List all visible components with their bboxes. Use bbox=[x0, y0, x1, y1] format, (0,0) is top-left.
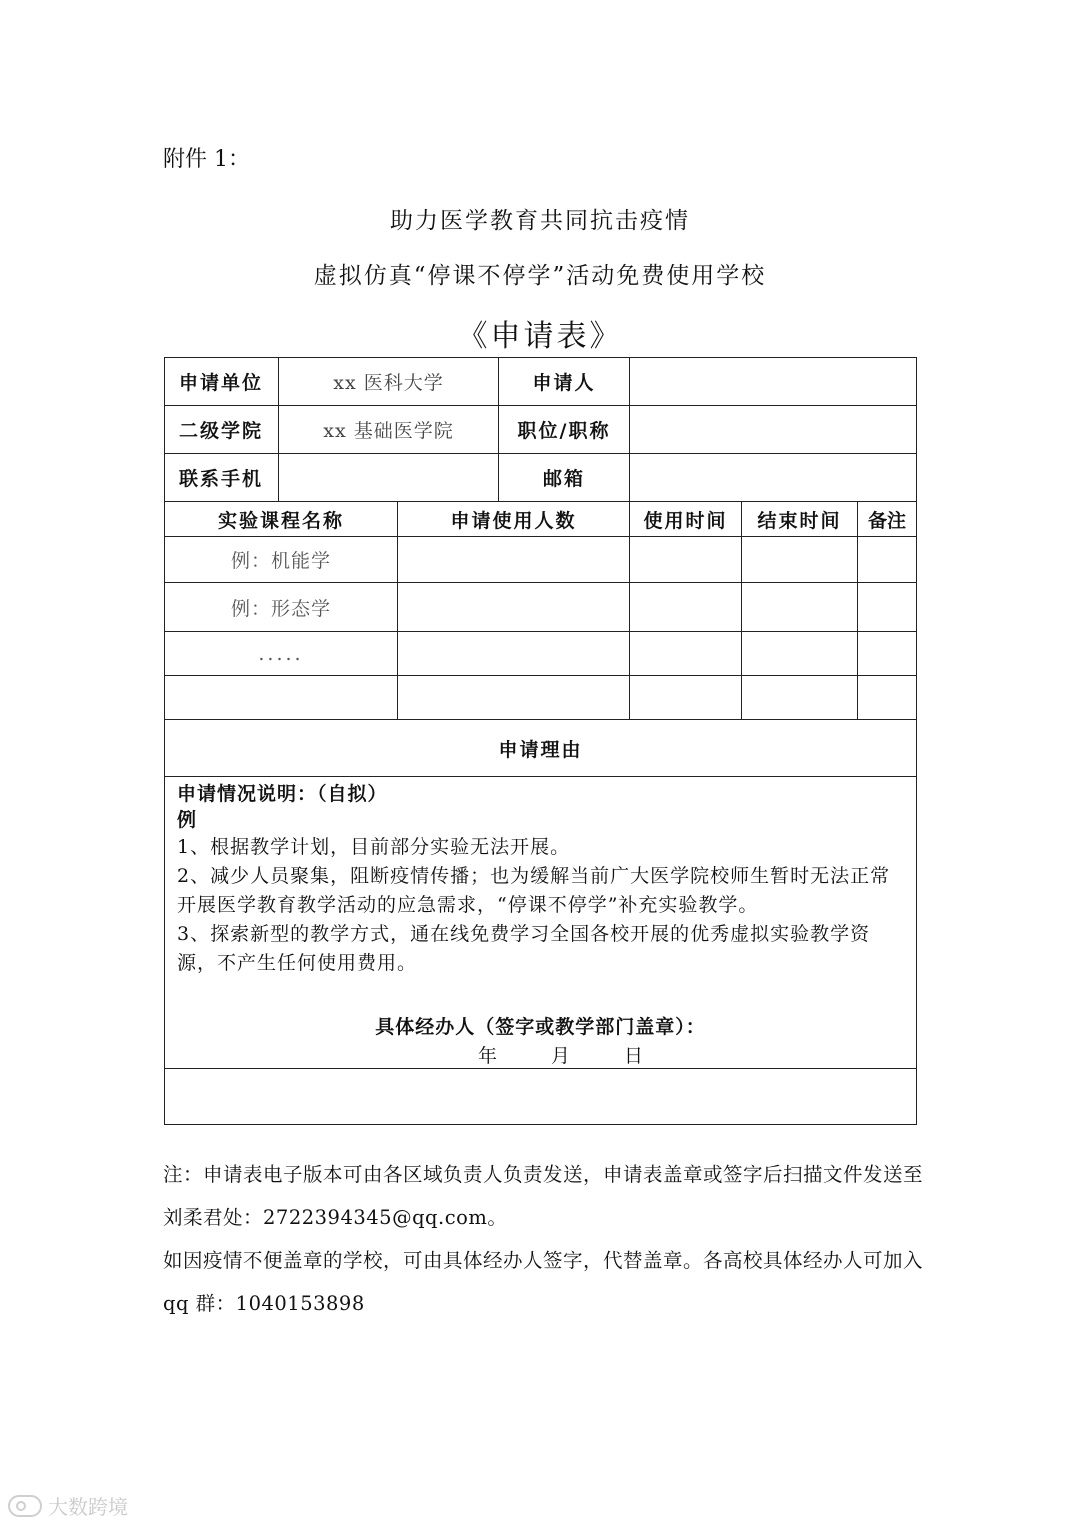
start-time-cell[interactable] bbox=[630, 537, 742, 583]
start-time-cell[interactable] bbox=[630, 676, 742, 720]
email-value[interactable] bbox=[630, 454, 917, 502]
explanation-cell[interactable] bbox=[165, 777, 917, 1069]
application-form-table bbox=[164, 357, 917, 1125]
college-value[interactable]: xx 基础医学院 bbox=[279, 406, 499, 454]
title-line-2: 虚拟仿真“停课不停学”活动免费使用学校 bbox=[313, 263, 767, 289]
end-time-cell[interactable] bbox=[742, 583, 858, 632]
remarks-cell[interactable] bbox=[858, 676, 917, 720]
note-2: 如因疫情不便盖章的学校，可由具体经办人签字，代替盖章。各高校具体经办人可加入 qq 群：1040153898 bbox=[163, 1249, 924, 1315]
start-time-cell[interactable] bbox=[630, 583, 742, 632]
user-count-header: 申请使用人数 bbox=[398, 502, 630, 537]
college-label: 二级学院 bbox=[165, 406, 279, 454]
applicant-unit-label: 申请单位 bbox=[165, 358, 279, 406]
watermark bbox=[8, 1491, 128, 1520]
watermark-logo-icon bbox=[8, 1495, 42, 1517]
explanation-example-label: 例 bbox=[177, 809, 198, 831]
phone-label: 联系手机 bbox=[165, 454, 279, 502]
course-name-cell[interactable] bbox=[165, 676, 398, 720]
explanation-title: 申请情况说明：（自拟） bbox=[177, 783, 388, 805]
form-title: 《申请表》 bbox=[457, 319, 623, 354]
table-row bbox=[165, 537, 917, 583]
applicant-value[interactable] bbox=[630, 358, 917, 406]
phone-value[interactable] bbox=[279, 454, 499, 502]
course-name-cell[interactable]: 例：机能学 bbox=[165, 537, 398, 583]
applicant-label: 申请人 bbox=[499, 358, 630, 406]
user-count-cell[interactable] bbox=[398, 632, 630, 676]
remarks-header: 备注 bbox=[858, 502, 917, 537]
attachment-label: 附件 1： bbox=[163, 147, 250, 172]
title-line-1: 助力医学教育共同抗击疫情 bbox=[390, 208, 690, 234]
applicant-unit-value[interactable]: xx 医科大学 bbox=[279, 358, 499, 406]
watermark-text: 大数跨境 bbox=[48, 1495, 128, 1519]
course-name-cell[interactable]: 例：形态学 bbox=[165, 583, 398, 632]
course-name-header: 实验课程名称 bbox=[165, 502, 398, 537]
end-time-cell[interactable] bbox=[742, 632, 858, 676]
explanation-item-2: 2、减少人员聚集，阻断疫情传播；也为缓解当前广大医学院校师生暂时无法正常开展医学教育教学活动的应急需求，“停课不停学”补充实验教学。 bbox=[177, 865, 891, 916]
start-time-cell[interactable] bbox=[630, 632, 742, 676]
table-row bbox=[165, 676, 917, 720]
signature-line: 具体经办人（签字或教学部门盖章）： bbox=[375, 1016, 706, 1038]
date-line: 年 月 日 bbox=[477, 1045, 644, 1067]
start-time-header: 使用时间 bbox=[630, 502, 742, 537]
notes-section bbox=[163, 1153, 923, 1325]
course-name-cell[interactable]: ..... bbox=[165, 632, 398, 676]
note-1: 注：申请表电子版本可由各区域负责人负责发送，申请表盖章或签字后扫描文件发送至刘柔君处：2722394345@qq.com。 bbox=[163, 1163, 924, 1229]
email-label: 邮箱 bbox=[499, 454, 630, 502]
end-time-cell[interactable] bbox=[742, 537, 858, 583]
blank-final-row[interactable] bbox=[165, 1069, 917, 1125]
user-count-cell[interactable] bbox=[398, 583, 630, 632]
remarks-cell[interactable] bbox=[858, 583, 917, 632]
user-count-cell[interactable] bbox=[398, 537, 630, 583]
end-time-header: 结束时间 bbox=[742, 502, 858, 537]
position-value[interactable] bbox=[630, 406, 917, 454]
user-count-cell[interactable] bbox=[398, 676, 630, 720]
reason-header: 申请理由 bbox=[165, 720, 917, 777]
table-row bbox=[165, 583, 917, 632]
remarks-cell[interactable] bbox=[858, 632, 917, 676]
position-label: 职位/职称 bbox=[499, 406, 630, 454]
table-row bbox=[165, 632, 917, 676]
remarks-cell[interactable] bbox=[858, 537, 917, 583]
explanation-item-1: 1、根据教学计划，目前部分实验无法开展。 bbox=[177, 836, 571, 858]
end-time-cell[interactable] bbox=[742, 676, 858, 720]
explanation-item-3: 3、探索新型的教学方式，通在线免费学习全国各校开展的优秀虚拟实验教学资源，不产生任何使用费用。 bbox=[177, 923, 871, 974]
